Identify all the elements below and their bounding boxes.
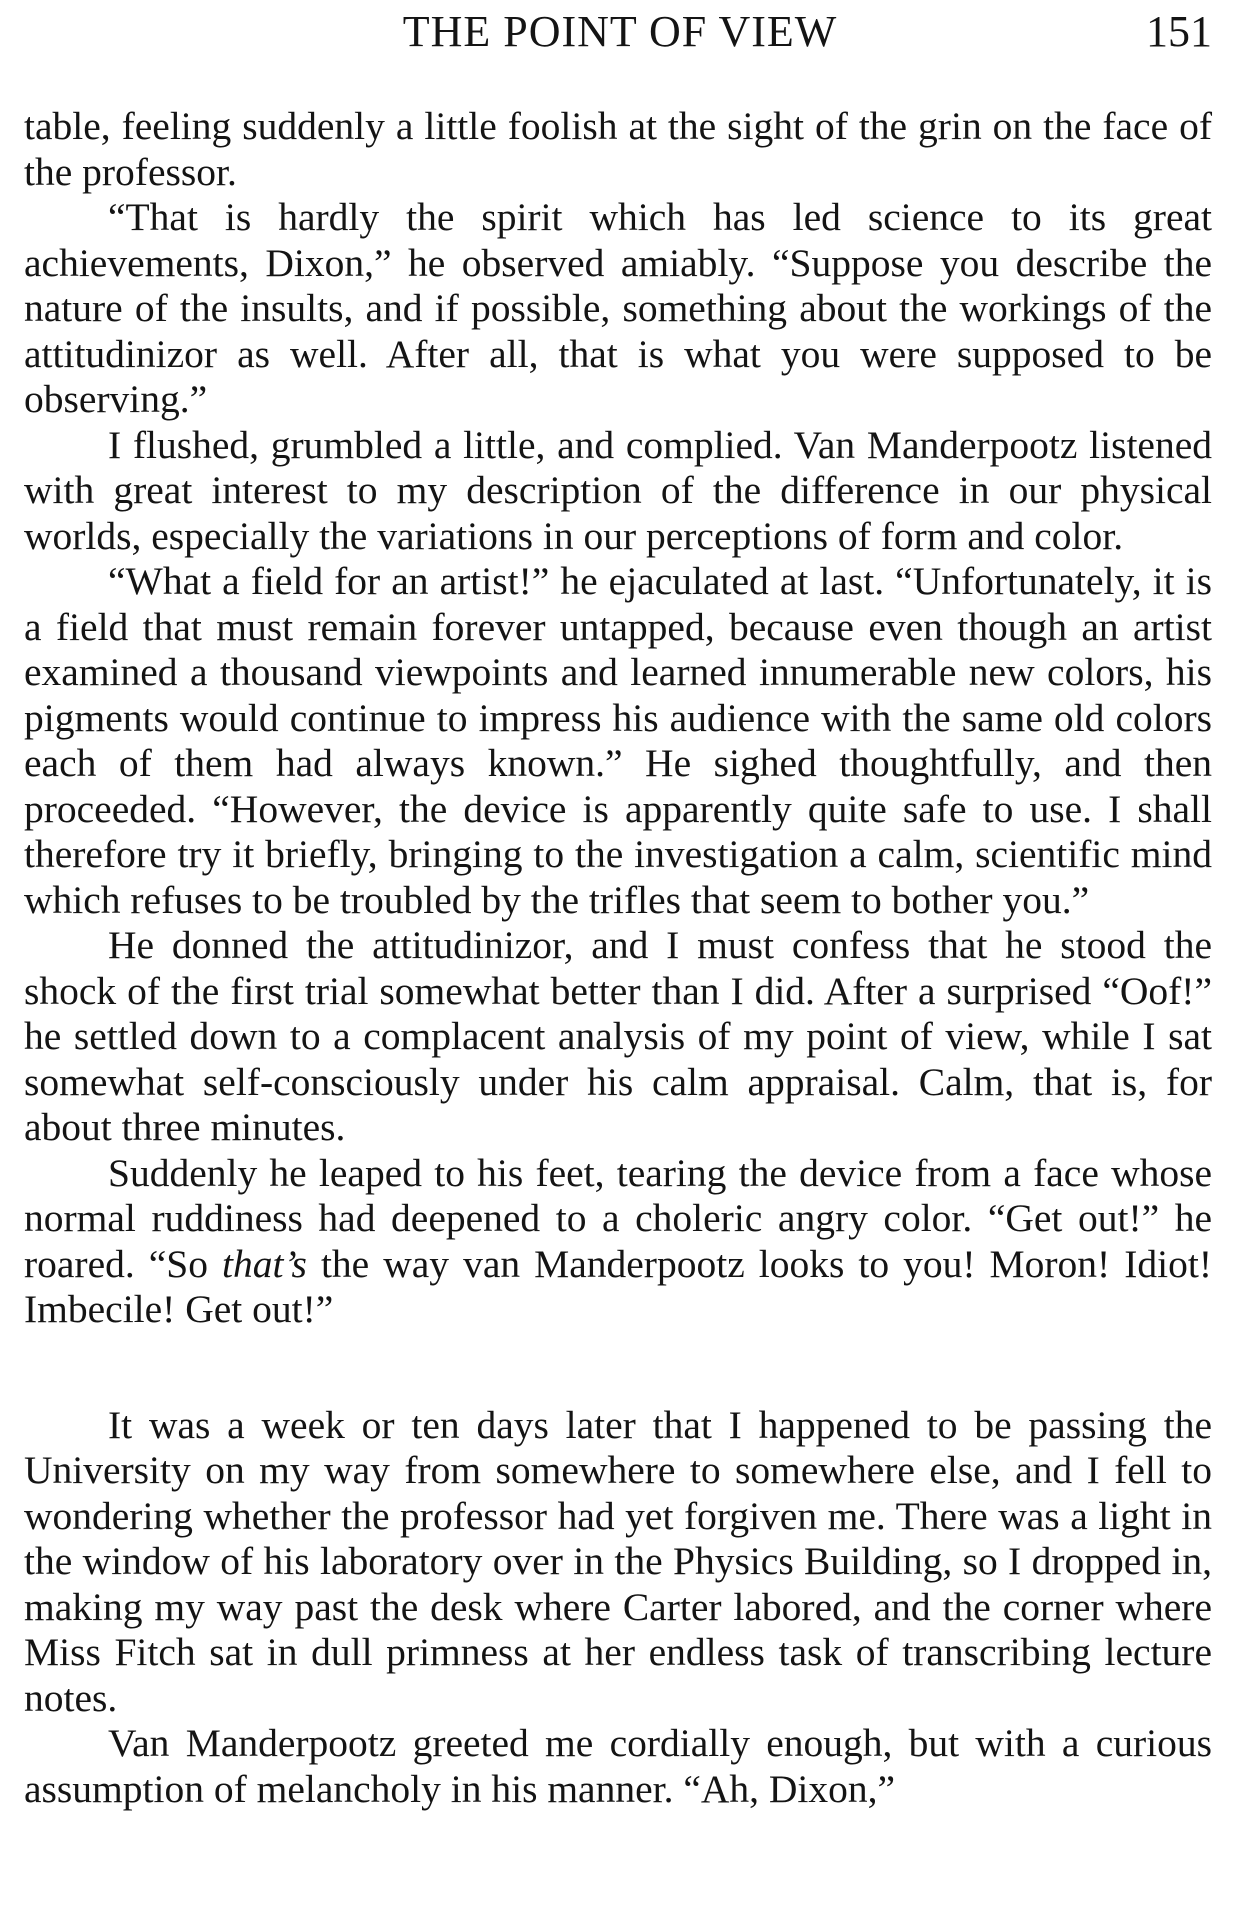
paragraph-6 bbox=[24, 1151, 1212, 1333]
paragraph-8 bbox=[24, 1721, 1212, 1812]
paragraph-3 bbox=[24, 423, 1212, 560]
paragraph-1 bbox=[24, 104, 1212, 195]
paragraph-text: I flushed, grumbled a little, and complied. Van Manderpootz listened with great interest to my description of the difference in our physical worlds, especially the variations in our perceptions of form and color. bbox=[24, 422, 1212, 558]
paragraph-2 bbox=[24, 195, 1212, 423]
paragraph-7 bbox=[24, 1403, 1212, 1722]
running-title: THE POINT OF VIEW bbox=[402, 7, 838, 56]
paragraph-text: “What a field for an artist!” he ejaculated at last. “Unfortunately, it is a field that must remain forever untapped, because even though an artist examined a thousand viewpoints and learned innumerable new colors, his pigments would continue to impress his audience with the same old colors each of them had always known.” He sighed thoughtfully, and then proceeded. “However, the device is apparently quite safe to use. I shall therefore try it briefly, bringing to the investigation a calm, scientific mind which refuses to be troubled by the trifles that seem to bother you.” bbox=[24, 559, 1212, 922]
paragraph-4 bbox=[24, 559, 1212, 923]
paragraph-5 bbox=[24, 923, 1212, 1151]
paragraph-text: It was a week or ten days later that I happened to be passing the University on my way from somewhere to somewhere else, and I fell to wondering whether the professor had yet forgiven me. There was a light in the window of his laboratory over in the Physics Building, so I dropped in, making my way past the desk where Carter labored, and the corner where Miss Fitch sat in dull primness at her endless task of transcribing lecture notes. bbox=[24, 1402, 1212, 1720]
section-break bbox=[24, 1333, 1212, 1403]
paragraph-text: “That is hardly the spirit which has led science to its great achievements, Dixon,” he observed amiably. “Suppose you describe the nature of the insults, and if possible, something about the workings of the attitudinizor as well. After all, that is what you were supposed to be observing.” bbox=[24, 195, 1212, 421]
paragraph-text: the way van Manderpootz looks to you! Moron! Idiot! Imbecile! Get out!” bbox=[24, 1241, 1212, 1331]
page-number: 151 bbox=[1146, 7, 1212, 56]
paragraph-text: Van Manderpootz greeted me cordially enough, but with a curious assumption of melancholy in his manner. “Ah, Dixon,” bbox=[24, 1721, 1212, 1811]
body-text bbox=[24, 104, 1212, 1812]
paragraph-text: table, feeling suddenly a little foolish at the sight of the grin on the face of the professor. bbox=[24, 104, 1212, 194]
emphasis-text: that’s bbox=[222, 1241, 307, 1286]
running-head bbox=[24, 4, 1216, 60]
paragraph-text: He donned the attitudinizor, and I must confess that he stood the shock of the first trial somewhat better than I did. After a surprised “Oof!” he settled down to a complacent analysis of my point of view, while I sat somewhat self-consciously under his calm appraisal. Calm, that is, for about three minutes. bbox=[24, 923, 1212, 1149]
paragraph-text: Suddenly he leaped to his feet, tearing the device from a face whose normal ruddiness had deepened to a choleric angry color. “Get out!” he roared. “So bbox=[24, 1150, 1212, 1286]
